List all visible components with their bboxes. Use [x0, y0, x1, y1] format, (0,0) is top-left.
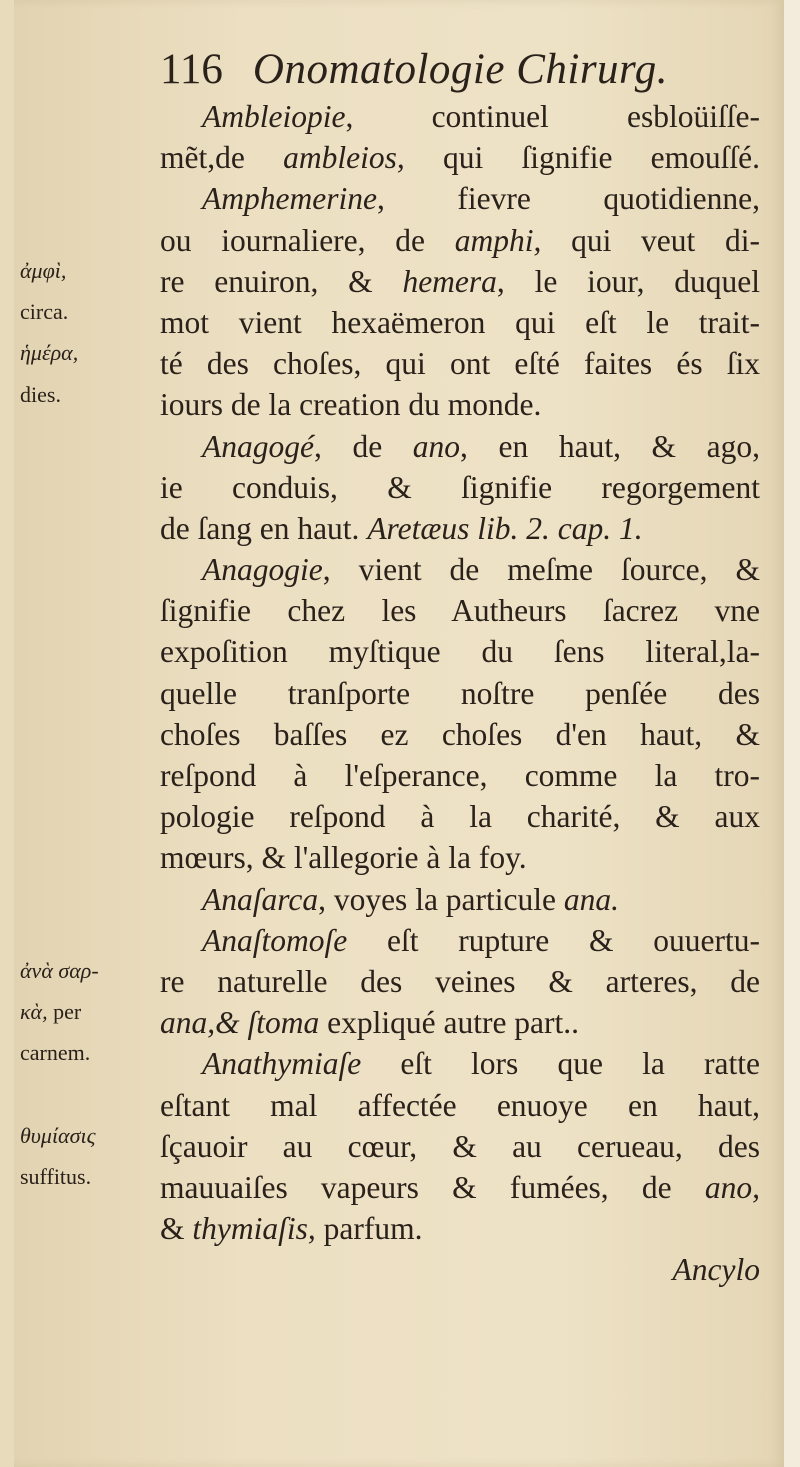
margin-note-amphi: [20, 250, 152, 415]
margin-note-line: [20, 1156, 152, 1197]
margin-greek: ἀμφὶ,: [20, 258, 67, 283]
text-line: [160, 590, 760, 631]
italic-term: Aretæus lib. 2. cap. 1.: [367, 510, 643, 546]
italic-term: ambleios,: [283, 140, 405, 176]
italic-term: amphi,: [454, 222, 542, 258]
text-run: reſpond à l'eſperance, comme la tro-: [160, 758, 760, 793]
margin-latin: circa.: [20, 299, 69, 325]
text-line: [160, 1043, 760, 1084]
catchword: [160, 1249, 760, 1290]
text-run: iours de la creation du monde.: [160, 387, 542, 423]
entry-headword: Anagogé: [202, 428, 314, 464]
body-text: [160, 96, 760, 1290]
italic-term: ana.: [563, 881, 619, 917]
text-run: &: [160, 1211, 193, 1247]
text-run: ſignifie chez les Autheurs ſacrez vne: [160, 593, 760, 629]
text-line: [160, 1002, 760, 1043]
text-run: , fievre quotidienne,: [376, 181, 760, 217]
text-run: mẽt,de: [160, 140, 284, 176]
margin-note-anasarca: [20, 950, 152, 1074]
text-run: ou iournaliere, de: [160, 222, 455, 258]
text-run: qui ſignifie emouſſé.: [404, 140, 761, 176]
margin-note-line: [20, 1115, 152, 1156]
margin-note-line: [20, 332, 152, 373]
entry-headword: Ambleiopie: [202, 99, 346, 134]
text-line: [160, 261, 760, 302]
text-line: [160, 837, 760, 878]
text-run: choſes baſſes ez choſes d'en haut, &: [160, 716, 760, 752]
margin-note-line: [20, 291, 152, 332]
text-run: re naturelle des veines & arteres, de: [160, 963, 760, 999]
text-run: , vient de meſme ſource, &: [322, 552, 760, 588]
text-line: [160, 549, 760, 590]
entry-headword: Anaſarca: [202, 881, 319, 917]
running-title: Onomatologie Chirurg.: [252, 46, 668, 93]
page-edge: [784, 0, 800, 1467]
italic-term: ana,& ſtoma: [160, 1005, 320, 1041]
text-line: [160, 1085, 760, 1126]
margin-latin: suffitus.: [20, 1164, 92, 1190]
text-run: ie conduis, & ſignifie regorgement: [160, 469, 760, 505]
text-run: de ſang en haut.: [160, 510, 368, 546]
text-line: [160, 137, 760, 178]
text-run: eſtant mal affectée enuoye en haut,: [160, 1087, 760, 1123]
text-run: pologie reſpond à la charité, & aux: [160, 799, 760, 835]
text-run: re enuiron, &: [160, 263, 403, 299]
margin-greek: θυμίασις: [20, 1123, 96, 1148]
margin-note-line: [20, 1032, 152, 1073]
text-line: [160, 302, 760, 343]
text-run: expoſition myſtique du ſens literal,la-: [160, 634, 760, 670]
italic-term: ano,: [704, 1169, 760, 1205]
text-line: [160, 220, 760, 261]
text-run: mœurs, & l'allegorie à la foy.: [160, 840, 527, 876]
text-line: [160, 96, 760, 137]
margin-latin: carnem.: [20, 1040, 91, 1066]
text-line: [160, 755, 760, 796]
text-run: qui veut di-: [541, 222, 760, 258]
text-line: [160, 1126, 760, 1167]
text-run: té des choſes, qui ont eſté faites és ſix: [160, 346, 760, 382]
entry-headword: Anathymiaſe: [202, 1046, 362, 1082]
text-run: , en haut, & ago,: [460, 428, 761, 464]
text-line: [160, 426, 760, 467]
text-run: eſt lors que la ratte: [361, 1046, 760, 1082]
margin-greek: ἡμέρα,: [20, 340, 79, 366]
text-line: [160, 714, 760, 755]
text-run: , continuel esbloüiſſe-: [345, 99, 760, 134]
italic-term: hemera: [402, 263, 497, 299]
page-number: 116: [160, 46, 223, 93]
text-line: [160, 879, 760, 920]
text-line: [160, 673, 760, 714]
text-line: [160, 384, 760, 425]
margin-note-line: [20, 991, 152, 1032]
entry-headword: Anagogie: [202, 552, 323, 588]
entry-headword: Amphemerine: [202, 181, 377, 217]
text-line: [160, 467, 760, 508]
margin-note-line: [20, 374, 152, 415]
margin-latin: dies.: [20, 381, 61, 407]
text-run: expliqué autre part..: [319, 1005, 580, 1041]
text-line: [160, 961, 760, 1002]
catchword-text: Ancylo: [672, 1252, 760, 1288]
entry-headword: Anaſtomoſe: [202, 922, 348, 958]
italic-term: thymiaſis,: [192, 1211, 316, 1247]
running-header: [160, 40, 730, 100]
margin-latin: per: [47, 999, 82, 1025]
text-line: [160, 1208, 760, 1249]
margin-greek: κὰ,: [20, 999, 48, 1025]
text-line: [160, 631, 760, 672]
text-run: mauuaiſes vapeurs & fumées, de: [160, 1169, 705, 1205]
margin-note-line: [20, 250, 152, 291]
text-run: eſt rupture & ouuertu-: [347, 922, 760, 958]
text-run: ſçauoir au cœur, & au cerueau, des: [160, 1128, 760, 1164]
text-run: quelle tranſporte noſtre penſée des: [160, 675, 760, 711]
text-line: [160, 343, 760, 384]
text-run: parfum.: [315, 1211, 423, 1247]
text-line: [160, 796, 760, 837]
text-line: [160, 1167, 760, 1208]
italic-term: ano: [412, 428, 461, 464]
text-line: [160, 178, 760, 219]
text-run: , de: [313, 428, 413, 464]
margin-greek: ἀνὰ σαρ-: [20, 958, 99, 983]
text-run: , le iour, duquel: [496, 263, 760, 299]
margin-note-thymiasis: [20, 1115, 152, 1197]
text-run: , voyes la particule: [318, 881, 564, 917]
text-line: [160, 508, 760, 549]
margin-note-line: [20, 950, 152, 991]
text-line: [160, 920, 760, 961]
text-run: mot vient hexaëmeron qui eſt le trait-: [160, 304, 760, 340]
